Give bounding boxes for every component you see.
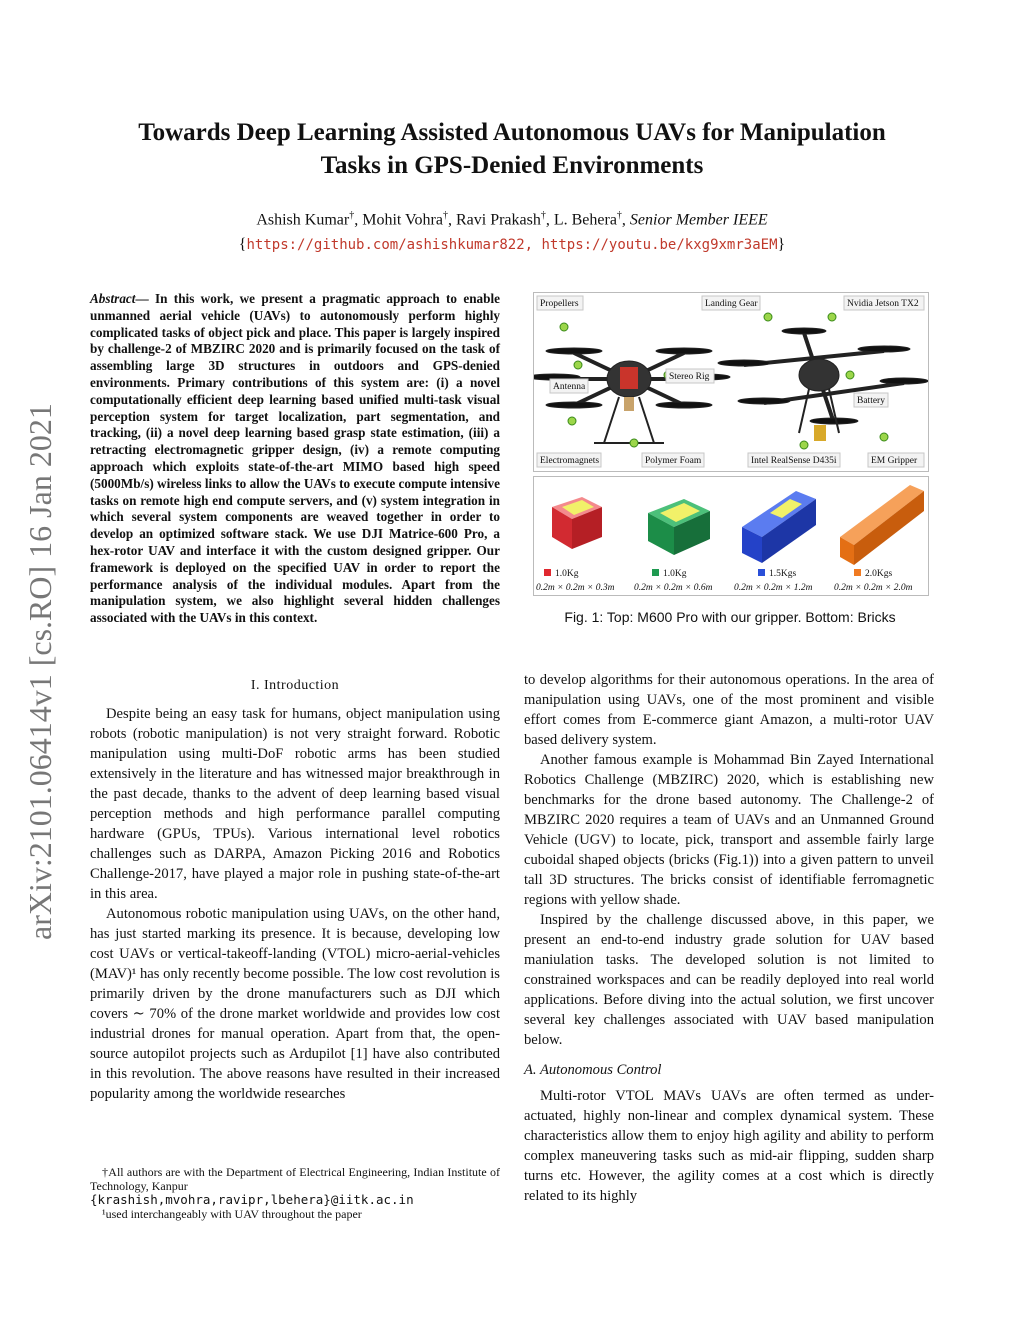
author-4: L. Behera: [553, 211, 617, 229]
label-stereo-rig: Stereo Rig: [669, 372, 710, 382]
author-4-title: Senior Member IEEE: [629, 211, 768, 229]
brick-blue: [742, 491, 816, 563]
footnote-affiliation: †All authors are with the Department of Electrical Engineering, Indian Institute of Technology, Kanpur: [90, 1165, 500, 1193]
intro-paragraph-2: Autonomous robotic manipulation using UAVs, on the other hand, has just started marking its presence. It is because, developing low cost UAVs or vertical-takeoff-landing (VTOL) micro-aerial-vehicles (MAV)¹ has only recently become possible. The low cost revolution is primarily driven by the drone manufacturers such as DJI which covers ∼ 70% of the drone market worldwide and provides low cost industrial drones for manual operation. Apart from that, the open-source autopilot projects such as Ardupilot [1] have also contributed in this revolution. The above reasons have resulted in their increased popularity among the worldwide researches: [90, 906, 500, 1102]
brick-blue-dims: 0.2m × 0.2m × 1.2m: [734, 583, 813, 593]
drone-left: [534, 348, 730, 443]
brick-orange: [840, 485, 924, 565]
brick-orange-weight: 2.0Kgs: [865, 569, 893, 579]
brick-red-dims: 0.2m × 0.2m × 0.3m: [536, 583, 615, 593]
github-link[interactable]: https://github.com/ashishkumar822,: [246, 237, 534, 253]
label-electromagnets: Electromagnets: [540, 456, 600, 466]
title-line-2: Tasks in GPS-Denied Environments: [320, 152, 704, 179]
abstract: [90, 291, 500, 627]
brick-green: [648, 499, 710, 555]
brick-red-weight: 1.0Kg: [555, 569, 579, 579]
label-polymer-foam: Polymer Foam: [645, 456, 702, 466]
brick-orange-dims: 0.2m × 0.2m × 2.0m: [834, 583, 913, 593]
author-links: {https://github.com/ashishkumar822, https://youtu.be/kxg9xmr3aEM}: [238, 236, 786, 253]
figure-caption: Fig. 1: Top: M600 Pro with our gripper. Bottom: Bricks: [564, 609, 896, 625]
label-propellers: Propellers: [540, 299, 579, 309]
label-battery: Battery: [857, 396, 885, 406]
right-paragraph-4: Multi-rotor VTOL MAVs UAVs are often termed as under-actuated, highly non-linear and complex dynamical system. These characteristics allow them to enjoy high agility and ability to perform complex maneuvering tasks such as mid-air flipping, sudden sharp turns etc. However, the agility comes at a cost which is directly related to its highly: [524, 1088, 934, 1204]
bricks-illustration: [534, 477, 928, 595]
drone-illustration: [534, 293, 928, 471]
footnote-emails: {krashish,mvohra,ravipr,lbehera}@iitk.ac.in: [90, 1192, 414, 1207]
author-2: Mohit Vohra: [362, 211, 443, 229]
author-3: Ravi Prakash: [455, 211, 541, 229]
right-paragraph-1: to develop algorithms for their autonomous operations. In the area of manipulation using UAVs, one of the most prominent and visible effort comes from E-commerce giant Amazon, a multi-rotor UAV based delivery system.: [524, 672, 934, 748]
label-landing-gear: Landing Gear: [705, 299, 758, 309]
label-em-gripper: EM Gripper: [871, 456, 918, 466]
label-jetson: Nvidia Jetson TX2: [847, 299, 919, 309]
brick-green-weight: 1.0Kg: [663, 569, 687, 579]
intro-paragraph-1: Despite being an easy task for humans, object manipulation using robots (robotic manipulation) is not very straight forward. Robotic manipulation using multi-DoF robotic arms has been studied extensively in the literature and has witnessed major breakthrough in the past decade, thanks to the advent of deep learning based visual perception methods and high performance parallel computing hardware (GPUs, TPUs). Various international level robotics challenges such as DARPA, Amazon Picking 2016 and Robotics Challenge-2017, have played a major role in pushing state-of-the-art in this area.: [90, 706, 500, 902]
label-realsense: Intel RealSense D435i: [751, 456, 837, 466]
right-paragraph-3: Inspired by the challenge discussed above, in this paper, we present an end-to-end industry grade solution for UAV based maniulation tasks. The developed solution is not limited to constrained workspaces and can be readily deployed into real world applications. Before diving into the actual solution, we first uncover several key challenges associated with UAV based manipulation below.: [524, 912, 934, 1048]
section-heading-introduction: I. Introduction: [250, 678, 340, 693]
arxiv-stamp: arXiv:2101.06414v1 [cs.RO] 16 Jan 2021: [22, 403, 58, 940]
brick-red: [552, 497, 602, 549]
author-1: Ashish Kumar: [256, 211, 350, 229]
right-paragraph-2: Another famous example is Mohammad Bin Zayed International Robotics Challenge (MBZIRC) 2020, which is establishing new benchmarks for the drone based autonomy. The Challenge-2 of MBZIRC 2020 requires a team of UAVs and an Unmanned Ground Vehicle (UGV) to locate, pick, transport and assemble fairly large cuboidal shaped objects (bricks (Fig.1)) into a given pattern to unveil tall 3D structures. The bricks consist of identifiable ferromagnetic regions with yellow shade.: [524, 752, 934, 908]
right-column: [524, 670, 934, 1206]
figure-drone-photo: [533, 292, 929, 472]
brick-blue-weight: 1.5Kgs: [769, 569, 797, 579]
author-list: Ashish Kumar†, Mohit Vohra†, Ravi Prakash†, L. Behera†, Senior Member IEEE: [256, 210, 768, 229]
youtube-link[interactable]: https://youtu.be/kxg9xmr3aEM: [541, 237, 778, 253]
subsection-heading-autonomous-control: A. Autonomous Control: [524, 1062, 662, 1078]
figure-labels: [537, 296, 924, 467]
title-line-1: Towards Deep Learning Assisted Autonomous UAVs for Manipulation: [138, 119, 886, 146]
drone-right: [718, 328, 928, 441]
brick-legends: [536, 569, 913, 593]
footnote-uav: ¹used interchangeably with UAV throughout the paper: [102, 1207, 362, 1221]
footnotes: [90, 1165, 500, 1221]
abstract-lead: Abstract: [90, 291, 136, 306]
figure-bricks: [533, 476, 929, 596]
paper-title: [60, 116, 964, 182]
label-antenna: Antenna: [553, 382, 586, 392]
brick-green-dims: 0.2m × 0.2m × 0.6m: [634, 583, 713, 593]
abstract-text: — In this work, we present a pragmatic approach to enable unmanned aerial vehicle (UAVs) to autonomously perform highly complicated tasks of object pick and place. This paper is largely inspired by challenge-2 of MBZIRC 2020 and is primarily focused on the task of assembling large 3D structures in outdoors and GPS-denied environments. Primary contributions of this system are: (i) a novel computationally efficient deep learning based unified multi-task visual perception system for target localization, part segmentation, and tracking, (ii) a novel deep learning based grasp state estimation, (iii) a retracting electromagnetic gripper design, (iv) a remote computing approach which exploits state-of-the-art MIMO based high speed (5000Mb/s) wireless links to allow the UAVs to execute compute intensive tasks on remote high end compute servers, and (v) system integration in which several system components are weaved together in order to develop an optimized software stack. We use DJI Matrice-600 Pro, a hex-rotor UAV and interface it with the custom designed gripper. Our framework is deployed on the specified UAV in order to report the performance analysis of the individual modules. Apart from the manipulation system, we also highlight several hidden challenges associated with the UAVs in this context.: [90, 291, 500, 626]
left-column: [90, 676, 500, 1104]
